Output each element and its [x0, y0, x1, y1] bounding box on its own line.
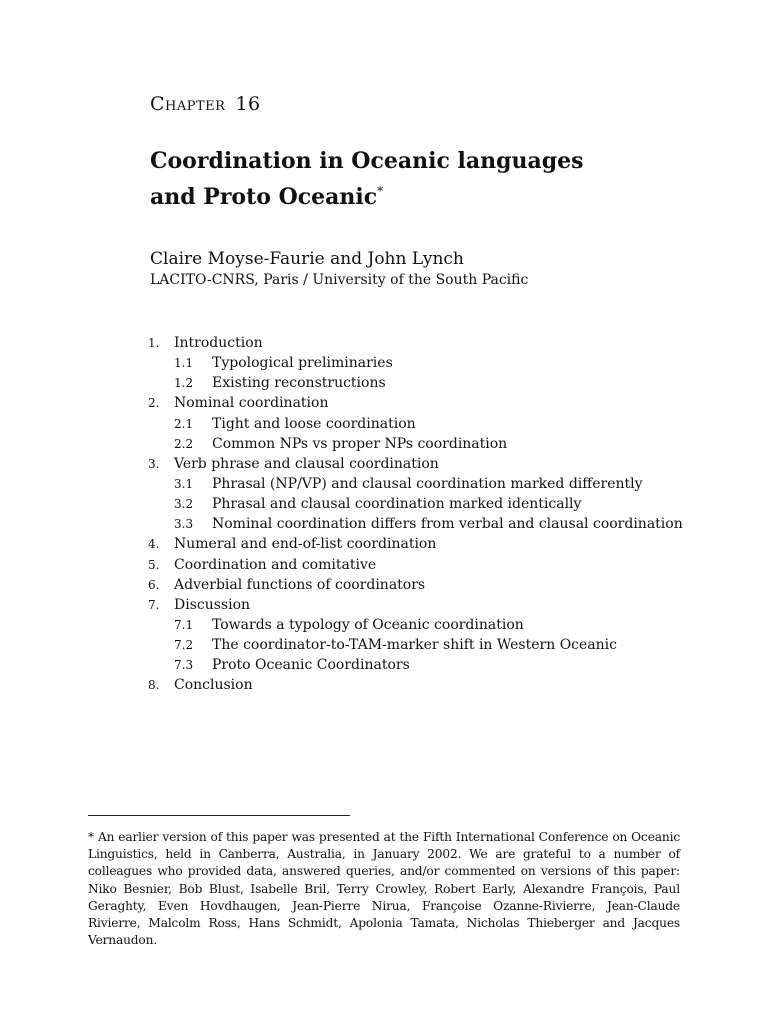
- chapter-title: [150, 146, 710, 212]
- toc-subsection: [148, 655, 708, 675]
- toc-subsection: [148, 494, 708, 514]
- toc-number: 6.: [148, 577, 160, 592]
- footnote-marker: *: [88, 830, 94, 844]
- toc-subsection: [148, 474, 708, 494]
- footnote-rule: [88, 815, 350, 816]
- toc-section: [148, 393, 708, 413]
- toc-subsection: [148, 414, 708, 434]
- toc-label: Coordination and comitative: [174, 556, 377, 573]
- toc-label: Numeral and end-of-list coordination: [174, 536, 437, 553]
- toc-subsection: [148, 373, 708, 393]
- title-footnote-marker: *: [377, 184, 384, 198]
- chapter-heading: [150, 93, 261, 115]
- footnote: [88, 829, 680, 949]
- toc-section: [148, 454, 708, 474]
- toc-label: Verb phrase and clausal coordination: [174, 455, 439, 472]
- toc-number: 2.1: [174, 416, 194, 431]
- authors: Claire Moyse-Faurie and John Lynch: [150, 249, 464, 269]
- toc-number: 1.1: [174, 356, 194, 371]
- toc-label: Adverbial functions of coordinators: [174, 576, 426, 593]
- toc-subsection: [148, 635, 708, 655]
- toc-label: Common NPs vs proper NPs coordination: [212, 435, 508, 452]
- chapter-number: 16: [235, 93, 261, 115]
- toc-number: 7.1: [174, 617, 194, 632]
- toc-number: 3.3: [174, 517, 194, 532]
- toc-label: Proto Oceanic Coordinators: [212, 657, 410, 674]
- toc-number: 5.: [148, 557, 160, 572]
- toc-subsection: [148, 434, 708, 454]
- footnote-text: An earlier version of this paper was presented at the Fifth International Conference on Oceanic Linguistics, held in Canberra, Australia, in January 2002. We are grateful to a number of colleagues who provided data, answered queries, and/or commented on versions of this paper: Niko Besnier, Bob Blust, Isabelle Bril, Terry Crowley, Robert Early, Alexandre François, Paul Geraghty, Even Hovdhaugen, Jean-Pierre Nirua, Françoise Ozanne-Rivierre, Jean-Claude Rivierre, Malcolm Ross, Hans Schmidt, Apolonia Tamata, Nicholas Thieberger and Jacques Vernaudon.: [88, 830, 680, 948]
- toc-subsection: [148, 514, 708, 534]
- toc-number: 2.: [148, 396, 160, 411]
- toc-label: Phrasal (NP/VP) and clausal coordination marked differently: [212, 475, 643, 492]
- toc-number: 7.3: [174, 658, 194, 673]
- toc-label: Existing reconstructions: [212, 375, 386, 392]
- affiliation: LACITO-CNRS, Paris / University of the South Pacific: [150, 272, 529, 288]
- toc-label: Conclusion: [174, 677, 253, 694]
- toc-number: 3.2: [174, 497, 194, 512]
- toc-subsection: [148, 615, 708, 635]
- toc-label: Discussion: [174, 596, 251, 613]
- toc-label: Towards a typology of Oceanic coordination: [212, 616, 524, 633]
- table-of-contents: [148, 333, 708, 696]
- toc-number: 3.1: [174, 476, 194, 491]
- toc-section: [148, 575, 708, 595]
- toc-number: 1.: [148, 336, 160, 350]
- toc-label: Typological preliminaries: [212, 355, 393, 372]
- toc-label: Nominal coordination: [174, 395, 329, 412]
- toc-section: [148, 555, 708, 575]
- toc-number: 7.2: [174, 638, 194, 653]
- toc-number: 4.: [148, 537, 160, 552]
- toc-subsection: [148, 353, 708, 373]
- toc-label: Phrasal and clausal coordination marked identically: [212, 496, 582, 513]
- title-line-2: and Proto Oceanic: [150, 184, 378, 210]
- toc-label: Introduction: [174, 335, 263, 351]
- chapter-label: Chapter: [150, 93, 226, 115]
- toc-number: 2.2: [174, 436, 194, 451]
- toc-label: Tight and loose coordination: [212, 415, 416, 432]
- toc-section: [148, 534, 708, 554]
- toc-number: 3.: [148, 456, 160, 471]
- toc-section: [148, 333, 708, 353]
- toc-section: [148, 675, 708, 695]
- toc-number: 8.: [148, 678, 160, 693]
- toc-number: 1.2: [174, 376, 194, 391]
- title-line-1: Coordination in Oceanic languages: [150, 148, 584, 174]
- toc-label: Nominal coordination differs from verbal and clausal coordination: [212, 516, 683, 533]
- toc-label: The coordinator-to-TAM-marker shift in Western Oceanic: [212, 637, 617, 654]
- toc-section: [148, 595, 708, 615]
- toc-number: 7.: [148, 597, 160, 612]
